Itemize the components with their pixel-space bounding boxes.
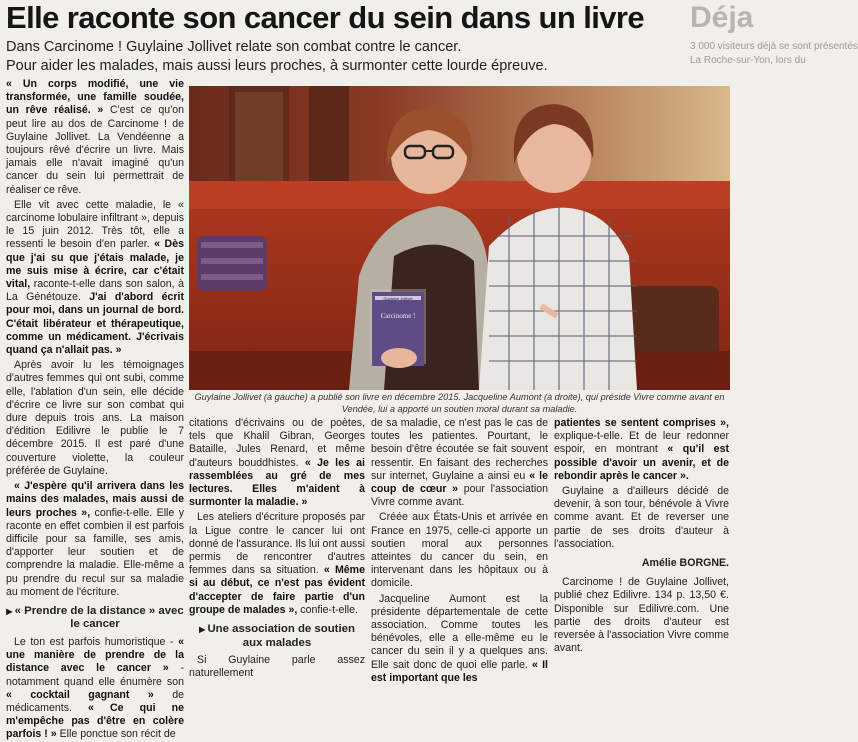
paragraph: Elle vit avec cette maladie, le « carcinome lobulaire infiltrant », depuis le 15 juin 2012. Très tôt, elle a ressenti le besoin d'en parler. « Dès que j'ai su que j'étais malade, je me suis mise à écrire, car c'était vital, raconte-t-elle dans son salon, à La Génétouze. J'ai d'abord écrit pour moi, dans un journal de bord. C'était libérateur et thérapeutique, comme un médicament. J'écrivais quand ça n'allait pas. » [6,198,184,357]
article-photo [189,86,730,390]
section-subheading: ▶ « Prendre de la distance » avec le cancer [6,604,184,631]
photo-caption: Guylaine Jollivet (à gauche) a publié son livre en décembre 2015. Jacqueline Aumont (à droite), qui préside Vivre comme avant en Vendée, lui a apporté un soutien moral durant sa maladie. [194,392,725,414]
paragraph: Le ton est parfois humoristique - « une manière de prendre de la distance avec le cancer » - notamment quand elle énumère son « cocktail gagnant » de médicaments. « Ce qui ne m'empêche pas d'être en colère parfois ! » Elle ponctue son récit de [6,635,184,741]
standfirst-line: Pour aider les malades, mais aussi leurs proches, à surmonter cette lourde épreuve. [6,58,548,74]
article-column-3 [371,417,548,684]
paragraph: Guylaine a d'ailleurs décidé de devenir, à son tour, bénévole à Vivre comme avant. Et de reverser une partie de ses droits d'auteur à l'association. [554,485,729,550]
book-cover-title: Carcinome ! [380,312,416,320]
paragraph: Après avoir lu les témoignages d'autres femmes qui ont subi, comme elle, l'ablation d'un sein, elle décide d'écrire ce livre sur son combat qui dure depuis trois ans. La maison d'édition Edilivre le publie le 7 décembre 2015. Il est paré d'une couverture violette, la couleur préférée de Guylaine. [6,359,184,477]
article-headline: Elle raconte son cancer du sein dans un livre [6,0,645,35]
author-signature: Amélie BORGNE. [641,557,729,570]
paragraph: patientes se sentent comprises », explique-t-elle. Et de leur redonner espoir, en montrant « qu'il est possible d'avoir un avenir, et de rebondir après le cancer ». [554,417,729,482]
article-column-4 [554,417,729,657]
paragraph: Créée aux États-Unis et arrivée en France en 1975, celle-ci apporte un soutien moral aux personnes atteintes du cancer du sein, en intervenant dans les hôpitaux ou à domicile. [371,511,548,590]
article-column-2 [189,417,365,680]
book-info: Carcinome ! de Guylaine Jollivet, publié chez Edilivre. 134 p. 13,50 €. Disponible sur Edilivre.com. Une partie des droits d'auteur est reversée à l'association Vivre comme avant. [554,576,729,655]
paragraph: citations d'écrivains ou de poètes, tels que Khalil Gibran, Georges Bataille, Jules Renard, et même d'auteurs bouddhistes. « Je les ai rassemblées au gré de mes lectures. Elles m'aident à surmonter la maladie. » [189,417,365,509]
paragraph: Jacqueline Aumont est la présidente départementale de cette association. Comme toutes les bénévoles, elle a elle-même eu le cancer du sein il y a quelques ans. Elle sait donc de quoi elle parle. « Il est important que les [371,592,548,684]
standfirst-line: Dans Carcinome ! Guylaine Jollivet relate son combat contre le cancer. [6,39,462,55]
paragraph: de sa maladie, ce n'est pas le cas de toutes les patientes. Pourtant, le besoin d'être écoutée se fait souvent ressentir. En faisant des recherches sur internet, Guylaine a ainsi eu « le coup de cœur » pour l'association Vivre comme avant. [371,417,548,509]
book-cover-author: Guylaine Jollivet [383,296,413,301]
adjacent-article-text: 3 000 visiteurs déjà se sont présentés La Roche-sur-Yon, lors du [690,41,858,66]
section-subheading: ▶ Une association de soutien aux malades [199,623,355,649]
article-column-1 [6,78,184,741]
article-standfirst [6,38,686,76]
adjacent-article-headline: Déja [690,1,754,34]
paragraph: « Un corps modifié, une vie transformée, une famille soudée, un rêve réalisé. » C'est ce qu'on peut lire au dos de Carcinome ! de Guylaine Jollivet. La Vendéenne a toujours rêvé d'écrire un livre. Mais jamais elle n'avait imaginé qu'un cancer du sein lui permettrait de réaliser ce rêve. [6,78,184,196]
paragraph: Les ateliers d'écriture proposés par la Ligue contre le cancer lui ont donné de l'assurance. Ils lui ont aussi permis de rencontrer d'autres femmes dans sa situation. « Même si au début, ce n'est pas évident d'accepter de faire partie d'un groupe de malades », confie-t-elle. [189,511,365,616]
paragraph: Si Guylaine parle assez naturellement [189,654,365,680]
paragraph: « J'espère qu'il arrivera dans les mains des malades, mais aussi de leurs proches », confie-t-elle. Elle y raconte en effet combien il est parfois difficile pour sa famille, ses amis, d'apporter leur soutien et de comprendre la maladie. Elle-même a pu prendre du recul sur sa maladie au moment de l'écriture. [6,480,184,598]
